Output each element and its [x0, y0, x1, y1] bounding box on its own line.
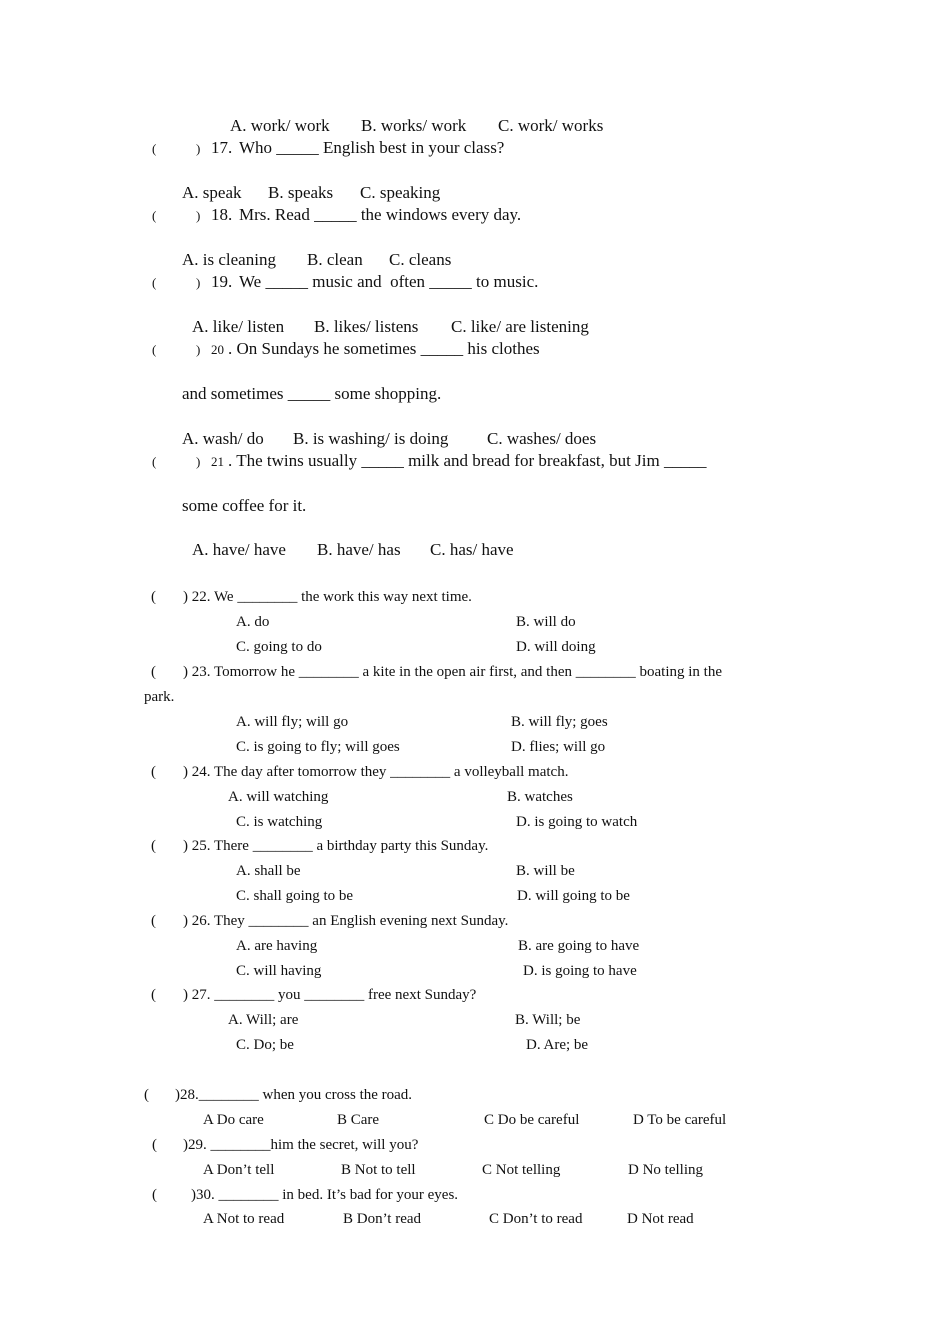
question-stem: )28.________ when you cross the road. — [175, 1087, 413, 1103]
question-stem: ) 23. Tomorrow he ________ a kite in the open air first, and then ________ boating in the — [183, 664, 722, 680]
option-a: A Don’t tell — [203, 1162, 275, 1178]
answer-paren-close: ) — [196, 342, 201, 357]
option-d: D. is going to have — [523, 963, 637, 979]
option-c: C. shall going to be — [236, 888, 354, 904]
option-b: B Don’t read — [343, 1211, 422, 1227]
question-stem: ) 22. We ________ the work this way next time. — [183, 589, 472, 605]
answer-paren-open: ( — [152, 342, 157, 357]
option-a: A. will fly; will go — [236, 714, 349, 730]
q16-option-b: B. works/ work — [361, 116, 467, 135]
answer-paren-close: ) — [196, 275, 201, 290]
question-stem: . On Sundays he sometimes _____ his clothes — [228, 339, 540, 358]
answer-paren-open: ( — [152, 1187, 157, 1203]
option-d: D. Are; be — [526, 1037, 589, 1053]
question-number: 20 — [211, 342, 224, 357]
option-d: D. flies; will go — [511, 739, 606, 755]
option-c: C. Do; be — [236, 1037, 294, 1053]
answer-paren-open: ( — [151, 987, 156, 1003]
answer-paren-open: ( — [151, 664, 156, 680]
option-b: B. have/ has — [317, 540, 401, 559]
option-a: A. is cleaning — [182, 250, 276, 269]
option-d: D No telling — [628, 1162, 703, 1178]
answer-paren-open: ( — [151, 913, 156, 929]
option-b: B. will be — [516, 863, 575, 879]
option-d: D Not read — [627, 1211, 694, 1227]
answer-paren-close: ) — [196, 208, 201, 223]
option-a: A. wash/ do — [182, 429, 264, 448]
option-a: A. will watching — [228, 789, 329, 805]
option-c: C. like/ are listening — [451, 317, 589, 336]
option-c: C. going to do — [236, 639, 322, 655]
option-b: B. will do — [516, 614, 576, 630]
option-d: D. will doing — [516, 639, 596, 655]
option-b: B. watches — [507, 789, 573, 805]
question-stem: We _____ music and often _____ to music. — [239, 272, 539, 291]
option-c: C Not telling — [482, 1162, 561, 1178]
option-c: C. is watching — [236, 814, 323, 830]
question-number: 19. — [211, 272, 233, 291]
option-a: A Do care — [203, 1112, 264, 1128]
answer-paren-open: ( — [152, 454, 157, 469]
answer-paren-open: ( — [152, 208, 157, 223]
option-b: B. Will; be — [515, 1012, 581, 1028]
answer-paren-close: ) — [196, 454, 201, 469]
option-b: B Care — [337, 1112, 380, 1128]
question-stem: )30. ________ in bed. It’s bad for your eyes. — [191, 1187, 459, 1203]
option-c: C. is going to fly; will goes — [236, 739, 400, 755]
option-b: B. is washing/ is doing — [293, 429, 449, 448]
option-b: B. clean — [307, 250, 363, 269]
question-number: 21 — [211, 454, 224, 469]
answer-paren-open: ( — [151, 838, 156, 854]
option-c: C. has/ have — [430, 540, 514, 559]
option-a: A Not to read — [203, 1211, 285, 1227]
answer-paren-open: ( — [151, 764, 156, 780]
question-number: 17. — [211, 138, 233, 157]
option-c: C. speaking — [360, 183, 441, 202]
answer-paren-close: ) — [196, 141, 201, 156]
question-stem: ) 24. The day after tomorrow they ________ a volleyball match. — [183, 764, 569, 780]
question-stem-continuation: and sometimes _____ some shopping. — [182, 384, 442, 403]
option-b: B. speaks — [268, 183, 334, 202]
q16-option-c: C. work/ works — [498, 116, 604, 135]
option-c: C Do be careful — [484, 1112, 580, 1128]
option-b: B. likes/ listens — [314, 317, 419, 336]
question-stem: ) 27. ________ you ________ free next Sunday? — [183, 987, 477, 1003]
question-stem-continuation: park. — [144, 689, 175, 705]
option-a: A. like/ listen — [192, 317, 285, 336]
question-stem: ) 26. They ________ an English evening next Sunday. — [183, 913, 509, 929]
question-stem: ) 25. There ________ a birthday party this Sunday. — [183, 838, 489, 854]
option-a: A. are having — [236, 938, 318, 954]
option-d: D To be careful — [633, 1112, 727, 1128]
q16-option-a: A. work/ work — [230, 116, 330, 135]
question-number: 18. — [211, 205, 233, 224]
option-b: B. will fly; goes — [511, 714, 608, 730]
option-a: A. Will; are — [228, 1012, 299, 1028]
answer-paren-open: ( — [151, 589, 156, 605]
option-d: D. will going to be — [517, 888, 630, 904]
question-stem: Mrs. Read _____ the windows every day. — [239, 205, 522, 224]
question-stem: Who _____ English best in your class? — [239, 138, 505, 157]
answer-paren-open: ( — [144, 1087, 149, 1103]
answer-paren-open: ( — [152, 275, 157, 290]
option-c: C. washes/ does — [487, 429, 597, 448]
option-d: D. is going to watch — [516, 814, 638, 830]
option-b: B. are going to have — [518, 938, 640, 954]
option-c: C. cleans — [389, 250, 452, 269]
option-a: A. do — [236, 614, 270, 630]
question-stem-continuation: some coffee for it. — [182, 496, 307, 515]
option-a: A. shall be — [236, 863, 301, 879]
option-c: C Don’t to read — [489, 1211, 583, 1227]
answer-paren-open: ( — [152, 1137, 157, 1153]
option-a: A. speak — [182, 183, 242, 202]
question-stem: )29. ________him the secret, will you? — [183, 1137, 419, 1153]
question-stem: . The twins usually _____ milk and bread for breakfast, but Jim _____ — [228, 451, 707, 470]
option-c: C. will having — [236, 963, 322, 979]
option-a: A. have/ have — [192, 540, 286, 559]
option-b: B Not to tell — [341, 1162, 416, 1178]
answer-paren-open: ( — [152, 141, 157, 156]
